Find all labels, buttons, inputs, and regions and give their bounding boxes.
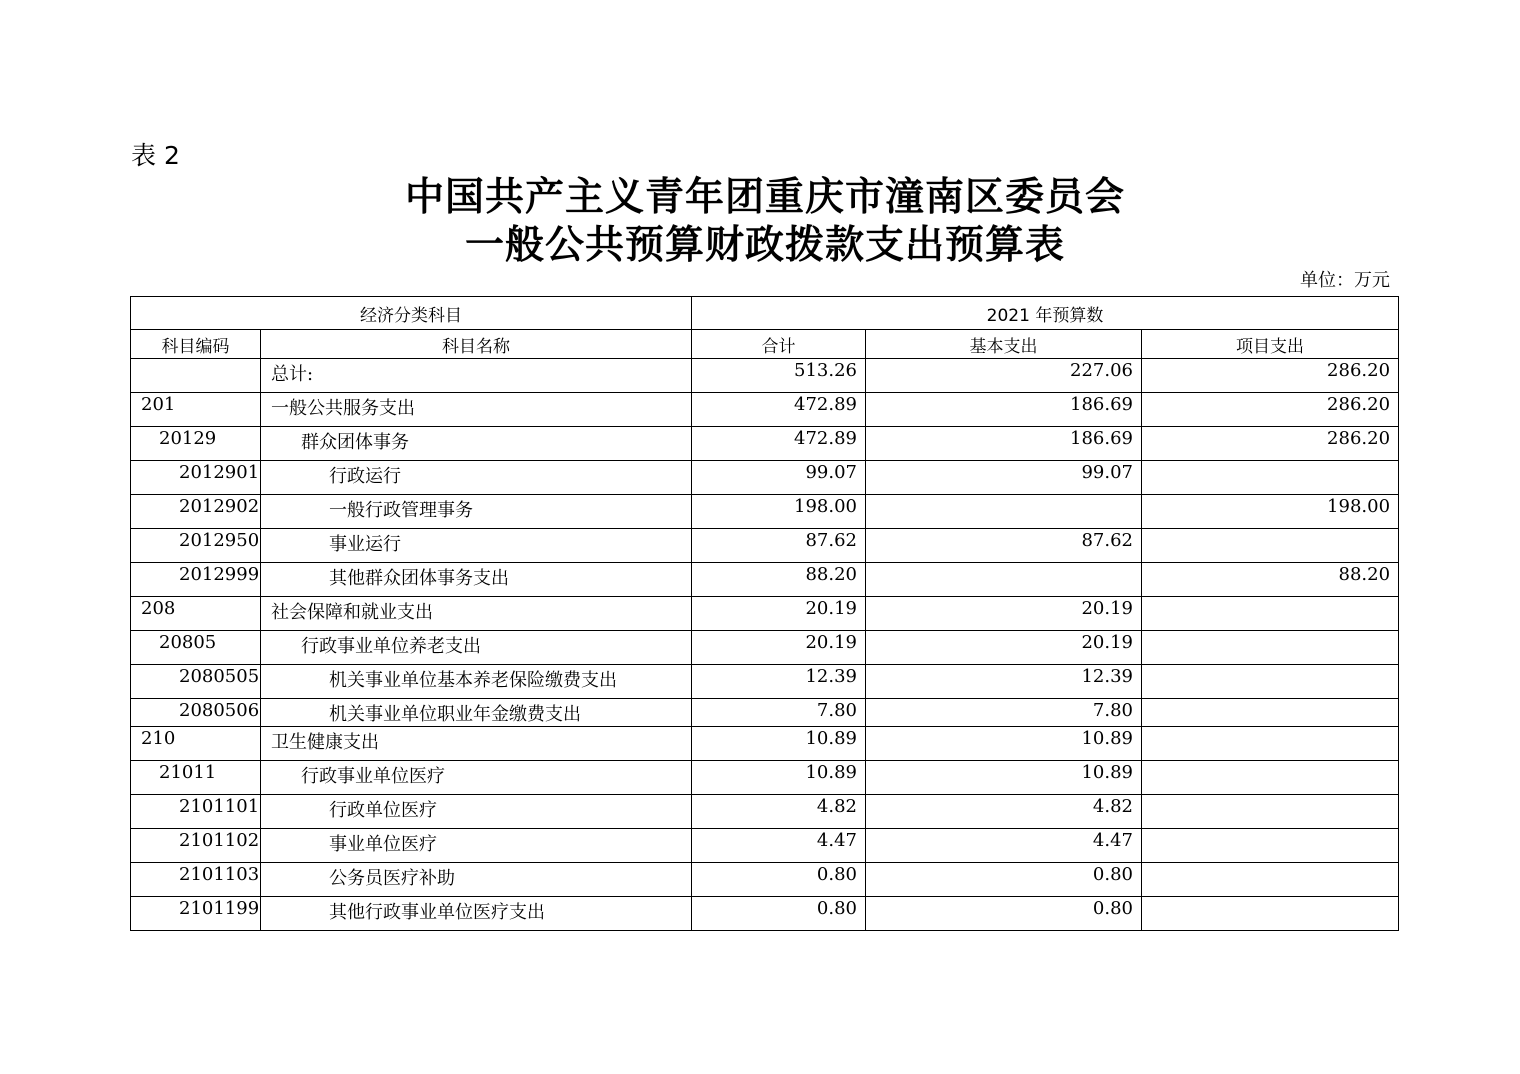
document-title-line1: 中国共产主义青年团重庆市潼南区委员会 [404,175,1125,220]
row-total: 472.89 [692,393,866,427]
header-column-row [131,330,1399,359]
row-name: 行政单位医疗 [261,795,692,829]
row-total: 10.89 [692,727,866,761]
row-basic [866,563,1142,597]
row-basic: 12.39 [866,665,1142,699]
document-title-line2: 一般公共预算财政拨款支出预算表 [464,223,1065,268]
row-total: 20.19 [692,597,866,631]
row-project [1142,829,1399,863]
table-row [131,359,1399,393]
table-row [131,795,1399,829]
row-basic: 99.07 [866,461,1142,495]
row-basic: 10.89 [866,761,1142,795]
unit-label: 单位：万元 [1300,270,1390,291]
table-row [131,761,1399,795]
row-code: 208 [131,597,261,631]
row-total: 4.82 [692,795,866,829]
row-basic: 20.19 [866,597,1142,631]
header-basic: 基本支出 [866,330,1142,359]
row-project [1142,631,1399,665]
row-total: 4.47 [692,829,866,863]
row-project: 286.20 [1142,393,1399,427]
row-code: 2101102 [131,829,261,863]
row-name: 总计: [261,359,692,393]
row-name: 事业运行 [261,529,692,563]
row-project [1142,761,1399,795]
row-name: 行政事业单位医疗 [261,761,692,795]
table-row [131,699,1399,727]
table-row [131,461,1399,495]
row-basic: 4.47 [866,829,1142,863]
row-name: 机关事业单位职业年金缴费支出 [261,699,692,727]
row-total: 0.80 [692,897,866,931]
row-project [1142,897,1399,931]
row-total: 88.20 [692,563,866,597]
row-basic: 0.80 [866,897,1142,931]
header-project: 项目支出 [1142,330,1399,359]
row-total: 87.62 [692,529,866,563]
row-project: 286.20 [1142,427,1399,461]
row-project [1142,699,1399,727]
header-economic-classification: 经济分类科目 [131,297,692,330]
row-code: 210 [131,727,261,761]
row-name: 一般行政管理事务 [261,495,692,529]
row-code [131,359,261,393]
table-row [131,495,1399,529]
table-number: 表 2 [131,141,180,170]
table-row [131,563,1399,597]
row-project [1142,665,1399,699]
row-project [1142,863,1399,897]
header-code: 科目编码 [131,330,261,359]
row-basic: 7.80 [866,699,1142,727]
row-code: 20805 [131,631,261,665]
row-project [1142,461,1399,495]
row-total: 513.26 [692,359,866,393]
row-code: 2012901 [131,461,261,495]
row-basic [866,495,1142,529]
row-basic: 186.69 [866,393,1142,427]
row-name: 行政运行 [261,461,692,495]
row-project [1142,597,1399,631]
table-row [131,597,1399,631]
table-body [131,359,1399,931]
row-name: 卫生健康支出 [261,727,692,761]
row-code: 201 [131,393,261,427]
table-row [131,863,1399,897]
header-group-row [131,297,1399,330]
table-row [131,427,1399,461]
row-project [1142,529,1399,563]
row-code: 2080505 [131,665,261,699]
row-code: 2080506 [131,699,261,727]
row-name: 群众团体事务 [261,427,692,461]
row-total: 20.19 [692,631,866,665]
table-row [131,393,1399,427]
row-project: 286.20 [1142,359,1399,393]
row-name: 公务员医疗补助 [261,863,692,897]
row-name: 其他群众团体事务支出 [261,563,692,597]
row-name: 机关事业单位基本养老保险缴费支出 [261,665,692,699]
row-project [1142,727,1399,761]
row-total: 99.07 [692,461,866,495]
header-budget-year: 2021 年预算数 [692,297,1399,330]
row-basic: 186.69 [866,427,1142,461]
row-basic: 227.06 [866,359,1142,393]
row-code: 2101103 [131,863,261,897]
row-code: 21011 [131,761,261,795]
row-basic: 87.62 [866,529,1142,563]
row-name: 社会保障和就业支出 [261,597,692,631]
row-code: 2012950 [131,529,261,563]
row-basic: 0.80 [866,863,1142,897]
row-basic: 10.89 [866,727,1142,761]
row-basic: 4.82 [866,795,1142,829]
row-code: 2012902 [131,495,261,529]
row-project [1142,795,1399,829]
table-row [131,829,1399,863]
row-total: 7.80 [692,699,866,727]
budget-table [130,296,1399,931]
table-row [131,897,1399,931]
header-total: 合计 [692,330,866,359]
row-name: 一般公共服务支出 [261,393,692,427]
table-row [131,529,1399,563]
row-total: 10.89 [692,761,866,795]
row-total: 198.00 [692,495,866,529]
row-total: 12.39 [692,665,866,699]
table-row [131,665,1399,699]
table-row [131,631,1399,665]
table-row [131,727,1399,761]
row-basic: 20.19 [866,631,1142,665]
row-project: 88.20 [1142,563,1399,597]
header-name: 科目名称 [261,330,692,359]
row-code: 2101199 [131,897,261,931]
row-project: 198.00 [1142,495,1399,529]
row-code: 20129 [131,427,261,461]
row-code: 2012999 [131,563,261,597]
row-total: 472.89 [692,427,866,461]
row-name: 其他行政事业单位医疗支出 [261,897,692,931]
row-name: 行政事业单位养老支出 [261,631,692,665]
row-name: 事业单位医疗 [261,829,692,863]
row-code: 2101101 [131,795,261,829]
row-total: 0.80 [692,863,866,897]
